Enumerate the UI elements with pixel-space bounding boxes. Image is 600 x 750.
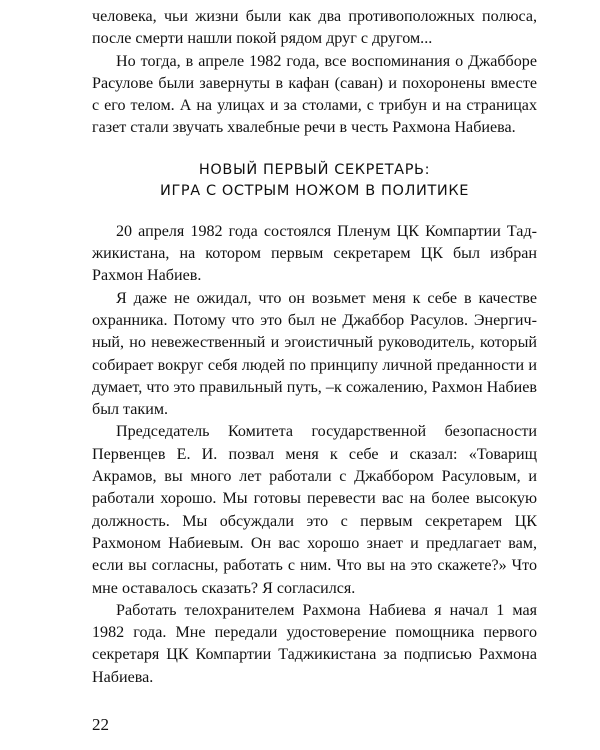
paragraph-bodyguard-surprise: Я даже не ожидал, что он возьмет меня к себе в качестве охранника. Потому что это был не Джаббор Расулов. Энергичный, но невежественный и эгоистичный руководитель, который собирает вокруг себя людей по принципу личной преданности и думает, что это правильный путь, –к сожалению, Рахмон Набиев был таким.: [92, 289, 537, 419]
book-page: [92, 6, 537, 689]
chapter-heading: [92, 160, 537, 202]
paragraph-plenum: 20 апреля 1982 года состоялся Пленум ЦК Компартии Таджикистана, на котором первым секретарем ЦК был избран Рахмон Набиев.: [92, 222, 537, 285]
paragraph-rasulov-memories: Но тогда, в апреле 1982 года, все воспоминания о Джабборе Расулове были завернуты в кафан (саван) и похоронены вместе с его телом. А на улицах и за столами, с трибун и на страницах газет стали звучать хвалебные речи в честь Рахмона Набиева.: [92, 52, 537, 137]
paragraph-start-work: Работать телохранителем Рахмона Набиева я начал 1 мая 1982 года. Мне передали удостоверение помощника первого секретаря ЦК Компартии Таджикистана за подписью Рахмона Набиева.: [92, 601, 537, 686]
paragraph-kgb-offer: Председатель Комитета государственной безопасности Первенцев Е. И. позвал меня к себе и сказал: «Товарищ Акрамов, вы много лет работали с Джаббором Расуловым, и работали хорошо. Мы готовы перевести вас на более высокую должность. Мы обсуждали это с первым секретарем ЦК Рахмоном Набиевым. Он вас хорошо знает и предлагает вам, если вы согласны, работать с ним. Что вы на это скажете?» Что мне оставалось сказать? Я согласился.: [92, 423, 537, 597]
heading-line-2: ИГРА С ОСТРЫМ НОЖОМ В ПОЛИТИКЕ: [160, 182, 469, 199]
paragraph-continued: человека, чьи жизни были как два противоположных полюса, после смерти нашли покой рядом друг с другом...: [92, 8, 537, 48]
heading-line-1: НОВЫЙ ПЕРВЫЙ СЕКРЕТАРЬ:: [198, 161, 431, 178]
page-number: 22: [92, 715, 109, 734]
